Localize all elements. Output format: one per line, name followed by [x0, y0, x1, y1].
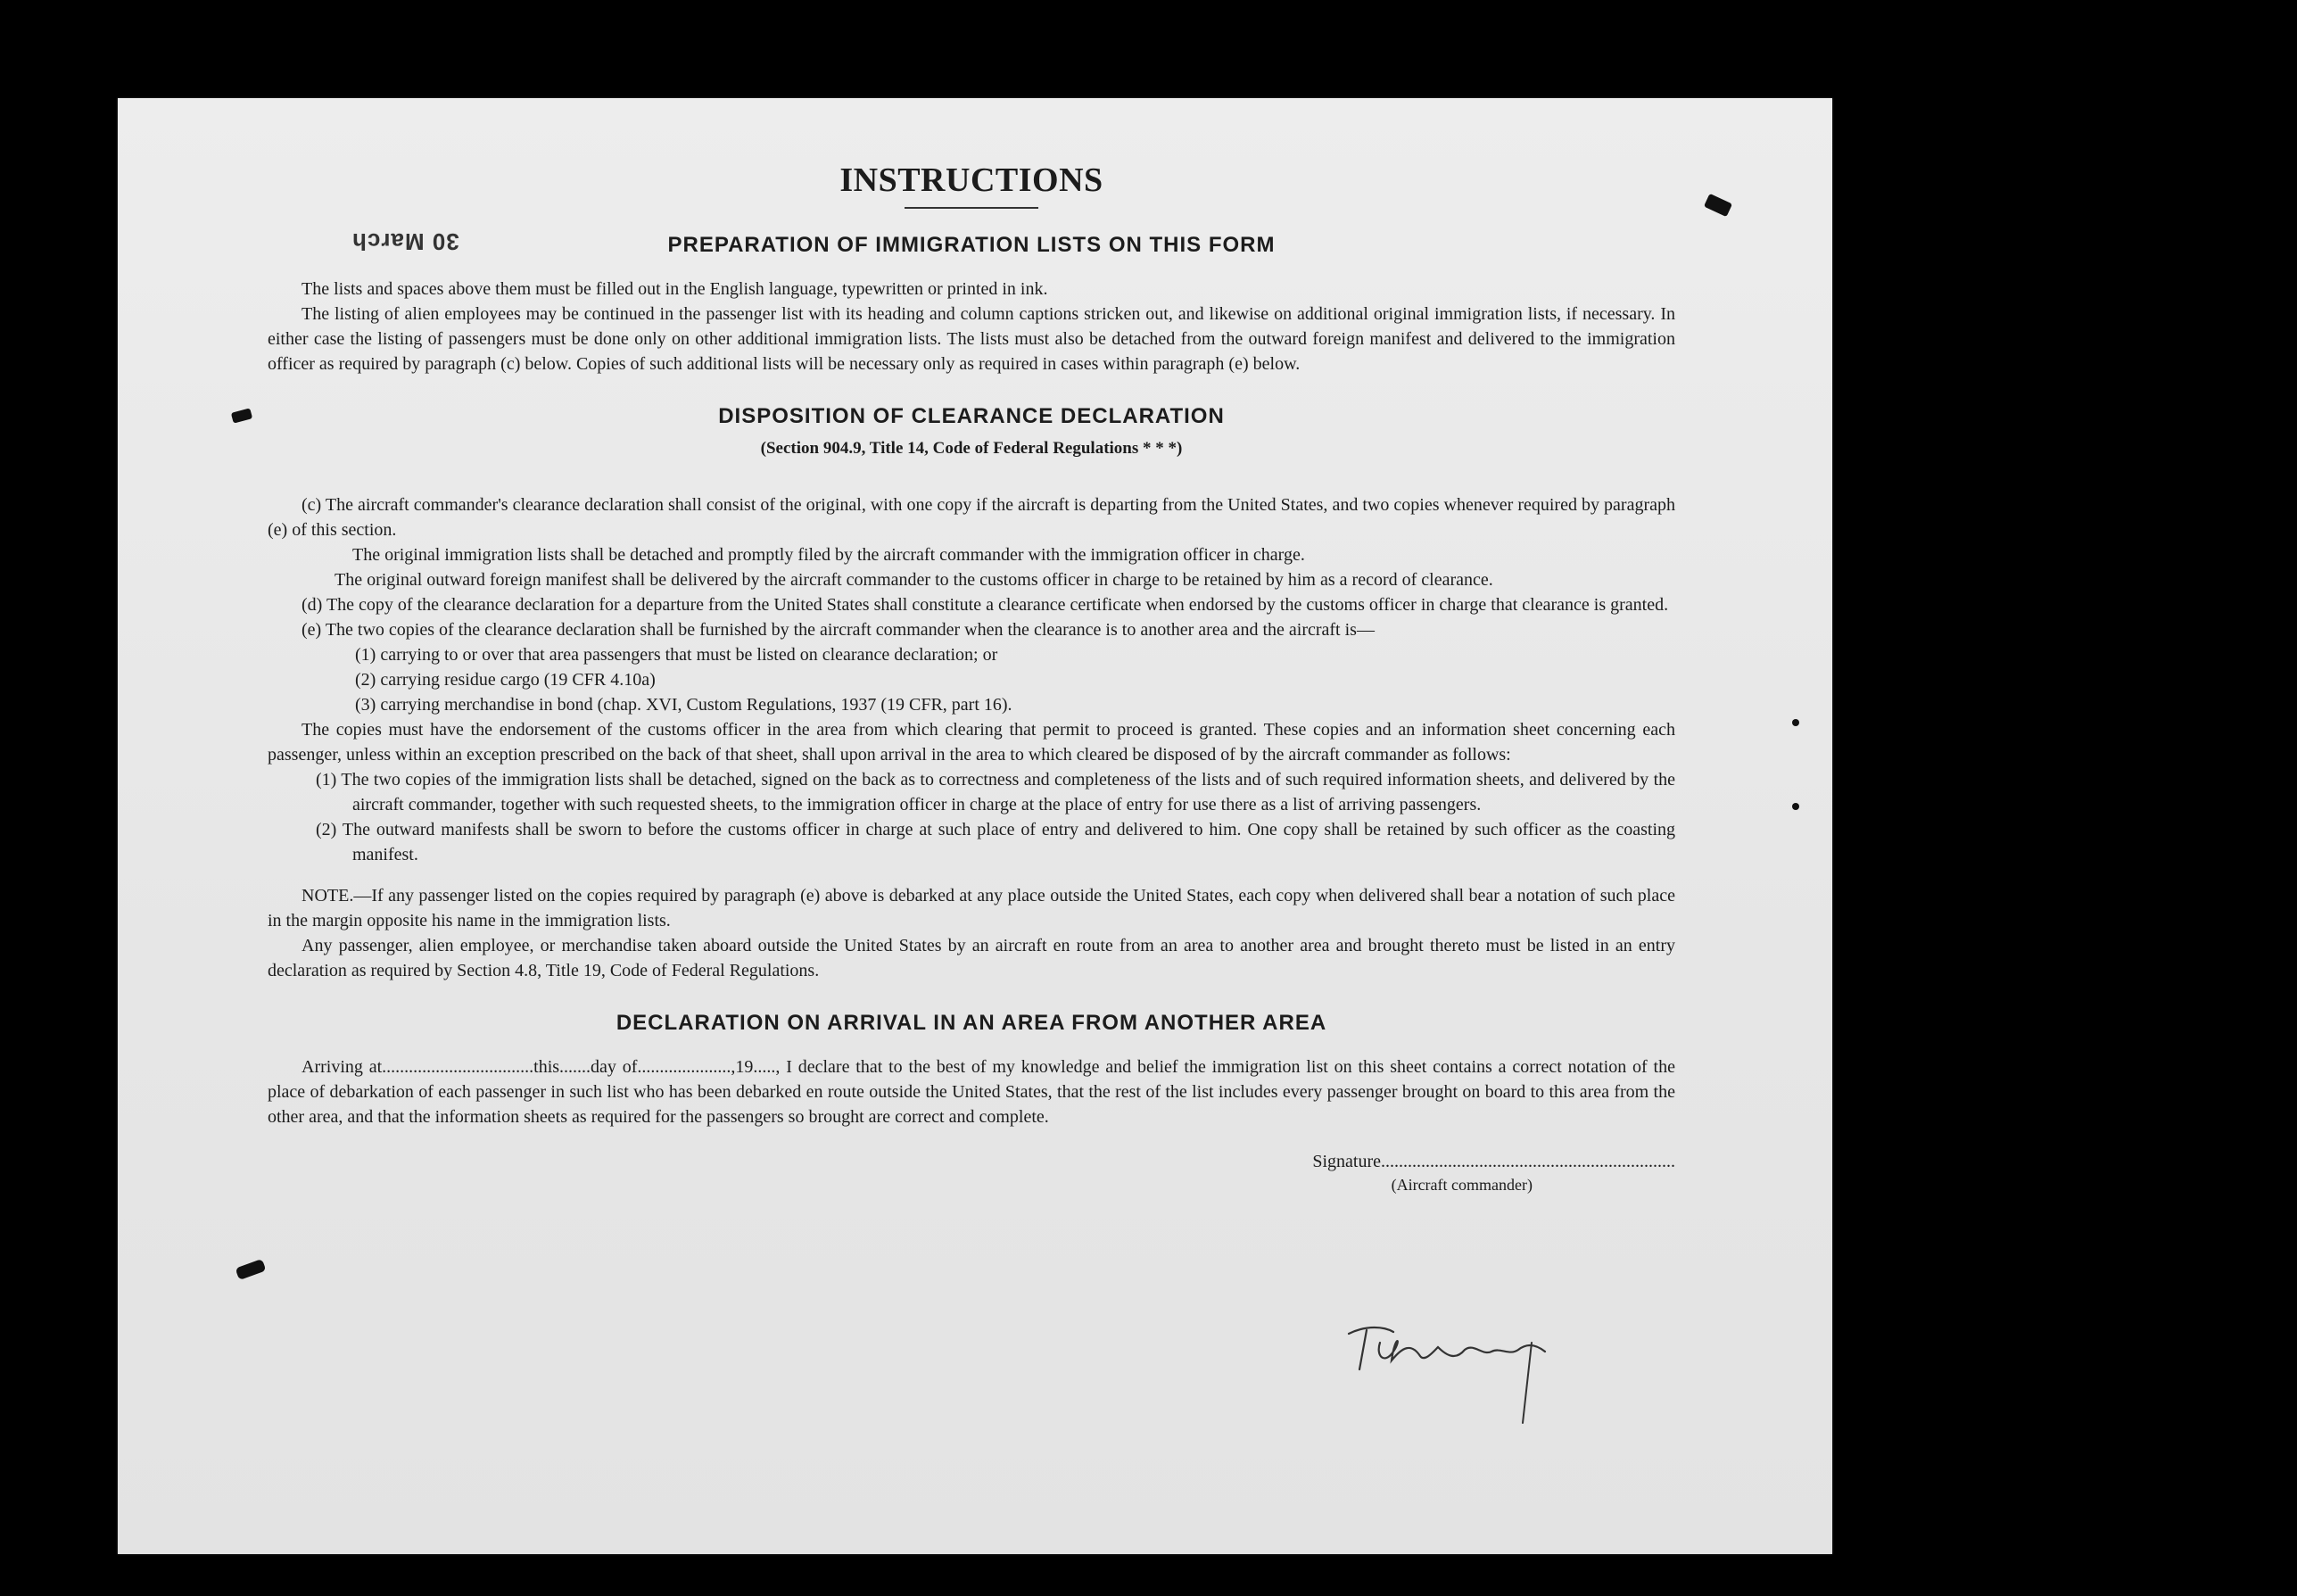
paragraph-c2: The original outward foreign manifest shall be delivered by the aircraft commander to the customs officer in charge to be retained by him as a record of clearance.: [335, 570, 1493, 590]
instructions-body: [268, 161, 1675, 1203]
ink-mark: [1792, 719, 1799, 726]
paragraph-c: (c) The aircraft commander's clearance declaration shall consist of the original, with one copy if the aircraft is departing from the United States, and two copies whenever required by paragraph (e) of this section.: [268, 495, 1675, 540]
list-item: (1) The two copies of the immigration lists shall be detached, signed on the back as to correctness and completeness of the lists and of such required information sheets, and delivered by the aircraft commander, together with such requested sheets, to the immigration officer in charge at the place of entry for use there as a list of arriving passengers.: [316, 770, 1675, 815]
list-item: (3) carrying merchandise in bond (chap. XVI, Custom Regulations, 1937 (19 CFR, part 16).: [355, 695, 1012, 715]
signature-block: [268, 1149, 1675, 1203]
ink-mark: [1792, 803, 1799, 810]
signature-line: Signature..................................................................: [1312, 1152, 1675, 1171]
date-stamp: 30 March: [351, 228, 459, 255]
ink-mark: [1704, 194, 1732, 217]
page-title: INSTRUCTIONS: [839, 161, 1103, 199]
section-citation: (Section 904.9, Title 14, Code of Federal Regulations * * *): [760, 439, 1183, 458]
list-item: (1) carrying to or over that area passengers that must be listed on clearance declaration; or: [355, 645, 998, 665]
ink-mark: [235, 1259, 267, 1280]
section-heading-disposition: DISPOSITION OF CLEARANCE DECLARATION: [718, 404, 1225, 428]
paragraph-c1: The original immigration lists shall be detached and promptly filed by the aircraft commander with the immigration officer in charge.: [352, 545, 1305, 565]
paragraph: Any passenger, alien employee, or merchandise taken aboard outside the United States by an aircraft en route from an area to another area and brought thereto must be listed in an entry declaration as required by Section 4.8, Title 19, Code of Federal Regulations.: [268, 936, 1675, 980]
paragraph-d: (d) The copy of the clearance declaration for a departure from the United States shall constitute a clearance certificate when endorsed by the customs officer in charge that clearance is granted.: [302, 595, 1669, 615]
list-item: (2) The outward manifests shall be sworn to before the customs officer in charge at such place of entry and delivered to him. One copy shall be retained by such officer as the coasting manifest.: [316, 820, 1675, 864]
paragraph-e: (e) The two copies of the clearance declaration shall be furnished by the aircraft commander when the clearance is to another area and the aircraft is—: [302, 620, 1375, 640]
declaration-text: Arriving at..................................this.......day of.....................,19....., I declare that to the best of my knowledge and belief the immigration list on this sheet contains a correct notation of the place of debarkation of each passenger in such list who has been debarked en route outside the United States, that the rest of the list includes every passenger brought on board to this area from the other area, and that the information sheets as required for the passengers so brought are correct and complete.: [268, 1057, 1675, 1127]
document-sheet: [118, 98, 1832, 1554]
paragraph: The lists and spaces above them must be filled out in the English language, typewritten or printed in ink.: [302, 279, 1048, 299]
paragraph-copies: The copies must have the endorsement of the customs officer in the area from which clearing that permit to proceed is granted. These copies and an information sheet concerning each passenger, unless within an exception prescribed on the back of that sheet, shall upon arrival in the area to which cleared be disposed of by the aircraft commander as follows:: [268, 720, 1675, 765]
paragraph: The listing of alien employees may be continued in the passenger list with its heading and column captions stricken out, and likewise on additional original immigration lists, if necessary. In either case the listing of passengers must be done only on other additional immigration lists. The lists must also be detached from the outward foreign manifest and delivered to the immigration officer as required by paragraph (c) below. Copies of such additional lists will be necessary only as required in cases within paragraph (e) below.: [268, 304, 1675, 374]
section-heading-declaration: DECLARATION ON ARRIVAL IN AN AREA FROM ANOTHER AREA: [616, 1011, 1327, 1035]
note-paragraph: NOTE.—If any passenger listed on the copies required by paragraph (e) above is debarked at any place outside the United States, each copy when delivered shall bear a notation of such place in the margin opposite his name in the immigration lists.: [268, 886, 1675, 930]
title-rule: [905, 207, 1038, 209]
handwritten-signature: [1340, 1307, 1572, 1432]
ink-mark: [231, 408, 252, 423]
section-heading-preparation: PREPARATION OF IMMIGRATION LISTS ON THIS FORM: [667, 233, 1276, 257]
list-item: (2) carrying residue cargo (19 CFR 4.10a): [355, 670, 656, 690]
signature-caption: (Aircraft commander): [1391, 1176, 1533, 1194]
